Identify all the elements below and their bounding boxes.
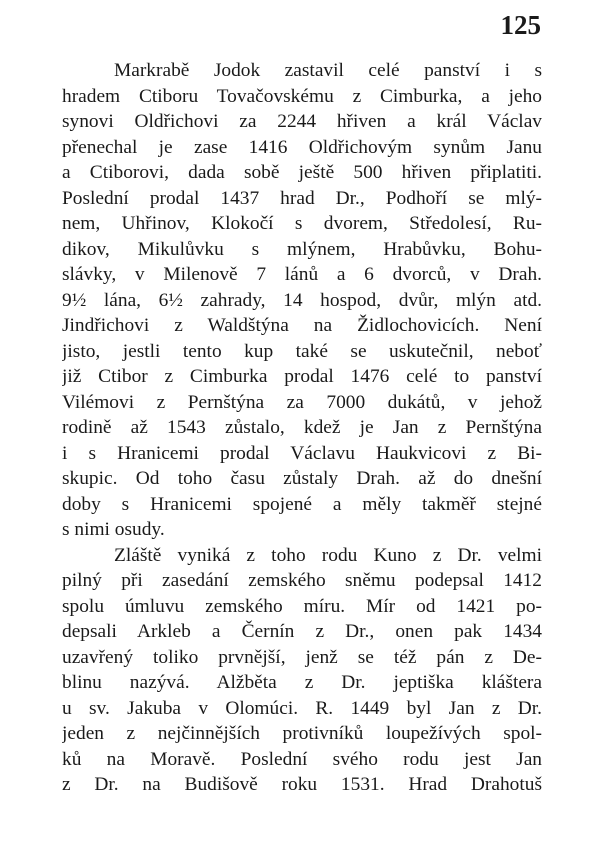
text-line: přenechal je zase 1416 Oldřichovým synům Janu	[62, 136, 542, 158]
text-line: nem, Uhřinov, Klokočí s dvorem, Středolesí, Ru-	[62, 213, 542, 234]
text-line: blinu nazývá. Alžběta z Dr. jeptiška kláštera	[62, 672, 542, 693]
text-line: depsali Arkleb a Černín z Dr., onen pak 1434	[62, 621, 542, 642]
text-line: synovi Oldřichovi za 2244 hřiven a král Václav	[62, 111, 542, 132]
text-line: Poslední prodal 1437 hrad Dr., Podhoří se mlý-	[62, 187, 542, 209]
text-line: jisto, jestli tento kup také se uskutečnil, neboť	[62, 340, 542, 362]
text-line: Markrabě Jodok zastavil celé panství i s	[114, 60, 542, 81]
text-line: Zláště vyniká z toho rodu Kuno z Dr. velmi	[114, 544, 542, 566]
text-line: i s Hranicemi prodal Václavu Haukvicovi z Bi-	[62, 442, 542, 464]
text-line: jeden z nejčinnějších protivníků loupežívých spol-	[62, 723, 542, 744]
text-line: s nimi osudy.	[62, 519, 165, 540]
text-line: 9½ lána, 6½ zahrady, 14 hospod, dvůr, mlýn atd.	[62, 289, 542, 311]
text-line: slávky, v Milenově 7 lánů a 6 dvorců, v Drah.	[62, 264, 542, 285]
text-line: u sv. Jakuba v Olomúci. R. 1449 byl Jan z Dr.	[62, 697, 542, 719]
body-text	[62, 58, 542, 798]
text-line: rodině až 1543 zůstalo, kdež je Jan z Pernštýna	[62, 417, 542, 438]
page-number: 125	[500, 10, 541, 40]
text-line: a Ctiborovi, dada sobě ještě 500 hřiven připlatiti.	[62, 162, 542, 183]
text-line: uzavřený toliko prvnější, jenž se též pán z De-	[62, 646, 542, 668]
text-line: skupic. Od toho času zůstaly Drah. až do dnešní	[62, 468, 542, 489]
text-line: pilný při zasedání zemského sněmu podepsal 1412	[62, 570, 542, 591]
text-line: z Dr. na Budišově roku 1531. Hrad Drahotuš	[62, 774, 542, 795]
text-line: Jindřichovi z Waldštýna na Židlochovicích. Není	[62, 315, 542, 336]
text-line: doby s Hranicemi spojené a měly takměř stejné	[62, 493, 542, 515]
text-line: dikov, Mikulůvku s mlýnem, Hrabůvku, Bohu-	[62, 238, 542, 260]
text-line: již Ctibor z Cimburka prodal 1476 celé to panství	[62, 366, 542, 387]
text-line: Vilémovi z Pernštýna za 7000 dukátů, v jehož	[62, 391, 542, 413]
text-line: hradem Ctiboru Tovačovskému z Cimburka, a jeho	[62, 85, 542, 107]
text-line: ků na Moravě. Poslední svého rodu jest Jan	[62, 748, 542, 770]
text-line: spolu úmluvu zemského míru. Mír od 1421 po-	[62, 595, 542, 617]
